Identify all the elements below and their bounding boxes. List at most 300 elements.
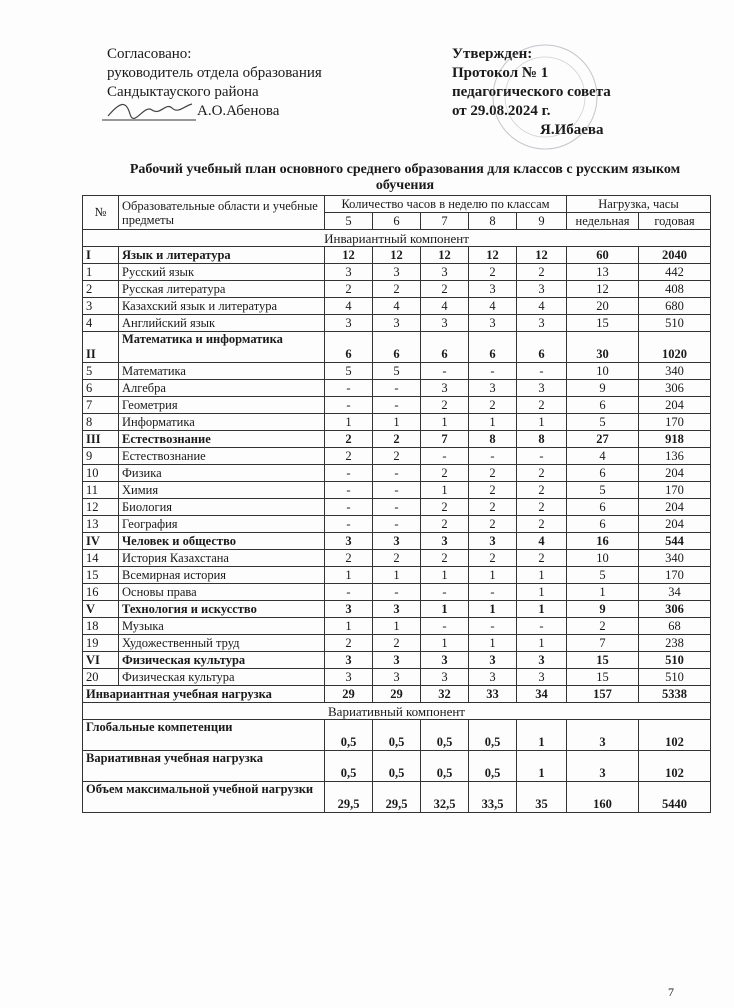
weekly-load: 5 (567, 414, 639, 431)
grade-hours: 0,5 (325, 751, 373, 782)
grade-hours: 1 (469, 567, 517, 584)
subject-row (83, 448, 711, 465)
yearly-load: 170 (639, 414, 711, 431)
grade-hours: 2 (373, 281, 421, 298)
grade-hours: 2 (469, 465, 517, 482)
grade-hours: 2 (421, 397, 469, 414)
subject-name: Русская литература (119, 281, 325, 298)
weekly-load: 15 (567, 315, 639, 332)
weekly-load: 3 (567, 751, 639, 782)
grade-hours: 2 (517, 397, 567, 414)
grade-hours: - (469, 618, 517, 635)
round-stamp (480, 40, 610, 155)
header-subject: Образовательные области и учебные предметы (119, 196, 325, 230)
grade-hours: - (325, 482, 373, 499)
grade-hours: - (469, 584, 517, 601)
subject-row (83, 264, 711, 281)
subject-row (83, 281, 711, 298)
weekly-load: 6 (567, 397, 639, 414)
grade-hours: 3 (373, 533, 421, 550)
subject-row (83, 635, 711, 652)
yearly-load: 510 (639, 652, 711, 669)
grade-hours: 1 (517, 584, 567, 601)
grade-hours: 1 (517, 751, 567, 782)
agreed-district: Сандыктауского района (107, 84, 259, 100)
weekly-load: 2 (567, 618, 639, 635)
grade-hours: 12 (517, 247, 567, 264)
row-number: 18 (83, 618, 119, 635)
grade-hours: - (373, 499, 421, 516)
grade-header: 8 (469, 213, 517, 230)
subject-name: Музыка (119, 618, 325, 635)
section-row (83, 247, 711, 264)
section-row (83, 332, 711, 363)
grade-hours: 2 (325, 431, 373, 448)
grade-hours: 3 (421, 380, 469, 397)
yearly-load: 170 (639, 482, 711, 499)
yearly-load: 170 (639, 567, 711, 584)
grade-hours: 2 (325, 448, 373, 465)
grade-hours: 1 (517, 567, 567, 584)
grade-hours: 2 (421, 281, 469, 298)
grade-hours: 1 (325, 567, 373, 584)
yearly-load: 1020 (639, 332, 711, 363)
grade-hours: 33 (469, 686, 517, 703)
grade-hours: - (325, 465, 373, 482)
grade-hours: 7 (421, 431, 469, 448)
yearly-load: 102 (639, 720, 711, 751)
grade-hours: 3 (325, 533, 373, 550)
grade-hours: 3 (421, 652, 469, 669)
grade-hours: 2 (421, 465, 469, 482)
row-number: 5 (83, 363, 119, 380)
council-name: педагогического совета (452, 84, 611, 100)
yearly-load: 340 (639, 550, 711, 567)
header-no: № (83, 196, 119, 230)
subject-row (83, 669, 711, 686)
header-hours: Количество часов в неделю по классам (325, 196, 567, 213)
invariant-load-label: Инвариантная учебная нагрузка (83, 686, 325, 703)
subject-name: Геометрия (119, 397, 325, 414)
grade-hours: 3 (325, 264, 373, 281)
variative-section-row (83, 703, 711, 720)
variative-section-title: Вариативный компонент (83, 703, 711, 720)
subject-name: Физическая культура (119, 669, 325, 686)
subject-name: Английский язык (119, 315, 325, 332)
grade-hours: 12 (325, 247, 373, 264)
subject-name: Русский язык (119, 264, 325, 281)
subject-name: Естествознание (119, 431, 325, 448)
grade-hours: 6 (517, 332, 567, 363)
grade-hours: 2 (421, 516, 469, 533)
row-number: 20 (83, 669, 119, 686)
yearly-load: 5440 (639, 782, 711, 813)
row-number: 12 (83, 499, 119, 516)
grade-hours: 3 (373, 315, 421, 332)
subject-row (83, 465, 711, 482)
grade-hours: 8 (469, 431, 517, 448)
subject-name: Алгебра (119, 380, 325, 397)
grade-hours: 1 (373, 567, 421, 584)
grade-hours: 3 (517, 281, 567, 298)
grade-hours: 3 (469, 315, 517, 332)
row-number: 16 (83, 584, 119, 601)
grade-hours: 0,5 (469, 751, 517, 782)
grade-hours: 29,5 (373, 782, 421, 813)
grade-hours: 12 (469, 247, 517, 264)
grade-hours: - (469, 448, 517, 465)
yearly-load: 680 (639, 298, 711, 315)
row-number: I (83, 247, 119, 264)
grade-hours: 0,5 (373, 751, 421, 782)
grade-hours: 2 (517, 550, 567, 567)
weekly-load: 60 (567, 247, 639, 264)
grade-hours: 12 (421, 247, 469, 264)
weekly-load: 10 (567, 550, 639, 567)
subject-name: Физическая культура (119, 652, 325, 669)
page-number: 7 (668, 985, 674, 999)
yearly-load: 306 (639, 380, 711, 397)
grade-hours: 6 (373, 332, 421, 363)
subject-name: Казахский язык и литература (119, 298, 325, 315)
grade-hours: 29,5 (325, 782, 373, 813)
weekly-load: 13 (567, 264, 639, 281)
grade-hours: 4 (517, 533, 567, 550)
grade-hours: 3 (325, 315, 373, 332)
grade-hours: 1 (325, 414, 373, 431)
grade-hours: 4 (373, 298, 421, 315)
grade-hours: 5 (373, 363, 421, 380)
grade-hours: 1 (517, 635, 567, 652)
grade-hours: - (517, 448, 567, 465)
weekly-header: недельная (567, 213, 639, 230)
weekly-load: 15 (567, 652, 639, 669)
grade-hours: 3 (469, 669, 517, 686)
weekly-load: 4 (567, 448, 639, 465)
weekly-load: 157 (567, 686, 639, 703)
grade-hours: 0,5 (421, 751, 469, 782)
subject-name: География (119, 516, 325, 533)
grade-hours: - (421, 363, 469, 380)
row-number: 9 (83, 448, 119, 465)
weekly-load: 6 (567, 499, 639, 516)
weekly-load: 20 (567, 298, 639, 315)
subject-row (83, 414, 711, 431)
row-number: V (83, 601, 119, 618)
grade-hours: 3 (421, 264, 469, 281)
weekly-load: 6 (567, 516, 639, 533)
grade-hours: 3 (325, 601, 373, 618)
grade-hours: 35 (517, 782, 567, 813)
row-number: 19 (83, 635, 119, 652)
subject-name: Информатика (119, 414, 325, 431)
grade-hours: 2 (325, 635, 373, 652)
grade-hours: 3 (421, 533, 469, 550)
grade-hours: - (325, 397, 373, 414)
grade-hours: 3 (517, 652, 567, 669)
grade-hours: 3 (373, 264, 421, 281)
grade-hours: 3 (373, 601, 421, 618)
yearly-load: 102 (639, 751, 711, 782)
row-number: 15 (83, 567, 119, 584)
summary-row (83, 751, 711, 782)
yearly-load: 2040 (639, 247, 711, 264)
grade-hours: 1 (373, 618, 421, 635)
protocol-number: Протокол № 1 (452, 65, 549, 81)
subject-row (83, 618, 711, 635)
subject-name: Всемирная история (119, 567, 325, 584)
yearly-load: 510 (639, 669, 711, 686)
yearly-load: 5338 (639, 686, 711, 703)
row-number: 14 (83, 550, 119, 567)
grade-hours: 12 (373, 247, 421, 264)
section-row (83, 431, 711, 448)
grade-hours: 1 (421, 414, 469, 431)
weekly-load: 12 (567, 281, 639, 298)
grade-hours: 0,5 (421, 720, 469, 751)
grade-header: 7 (421, 213, 469, 230)
grade-hours: 1 (421, 635, 469, 652)
grade-hours: 1 (421, 482, 469, 499)
row-number: 13 (83, 516, 119, 533)
grade-hours: 5 (325, 363, 373, 380)
weekly-load: 5 (567, 567, 639, 584)
subject-name: Язык и литература (119, 247, 325, 264)
grade-header: 5 (325, 213, 373, 230)
yearly-load: 68 (639, 618, 711, 635)
yearly-load: 306 (639, 601, 711, 618)
grade-hours: 2 (517, 499, 567, 516)
grade-hours: 32,5 (421, 782, 469, 813)
grade-hours: 1 (421, 601, 469, 618)
grade-hours: 2 (517, 482, 567, 499)
grade-hours: 2 (421, 550, 469, 567)
grade-header: 9 (517, 213, 567, 230)
yearly-load: 238 (639, 635, 711, 652)
weekly-load: 27 (567, 431, 639, 448)
section-row (83, 652, 711, 669)
grade-hours: - (373, 397, 421, 414)
grade-hours: 2 (469, 516, 517, 533)
grade-hours: 2 (517, 465, 567, 482)
approver-name: Я.Ибаева (540, 122, 604, 138)
grade-hours: 2 (469, 550, 517, 567)
row-number: 2 (83, 281, 119, 298)
row-number: 11 (83, 482, 119, 499)
subject-name: Основы права (119, 584, 325, 601)
invariant-section-title: Инвариантный компонент (83, 230, 711, 247)
grade-hours: 3 (469, 281, 517, 298)
weekly-load: 160 (567, 782, 639, 813)
grade-hours: 3 (421, 669, 469, 686)
yearly-load: 204 (639, 465, 711, 482)
grade-hours: 1 (469, 414, 517, 431)
curriculum-table (82, 195, 711, 813)
grade-hours: - (421, 584, 469, 601)
grade-hours: - (325, 499, 373, 516)
subject-row (83, 380, 711, 397)
grade-hours: 1 (421, 567, 469, 584)
row-number: 7 (83, 397, 119, 414)
grade-hours: 3 (421, 315, 469, 332)
subject-name: Математика и информатика (119, 332, 325, 363)
row-number: 10 (83, 465, 119, 482)
subject-name: Математика (119, 363, 325, 380)
grade-hours: 34 (517, 686, 567, 703)
row-number: IV (83, 533, 119, 550)
weekly-load: 5 (567, 482, 639, 499)
agreed-position: руководитель отдела образования (107, 65, 322, 81)
grade-hours: 6 (469, 332, 517, 363)
weekly-load: 10 (567, 363, 639, 380)
weekly-load: 30 (567, 332, 639, 363)
agreed-label: Согласовано: (107, 46, 192, 62)
grade-hours: - (421, 618, 469, 635)
yearly-load: 204 (639, 397, 711, 414)
subject-row (83, 397, 711, 414)
grade-hours: 3 (469, 533, 517, 550)
summary-label: Вариативная учебная нагрузка (83, 751, 325, 782)
grade-hours: - (373, 465, 421, 482)
grade-hours: 3 (325, 669, 373, 686)
row-number: 1 (83, 264, 119, 281)
grade-hours: - (517, 618, 567, 635)
weekly-load: 9 (567, 380, 639, 397)
grade-hours: 2 (373, 550, 421, 567)
grade-hours: - (373, 380, 421, 397)
subject-row (83, 567, 711, 584)
yearly-load: 918 (639, 431, 711, 448)
grade-hours: 2 (469, 499, 517, 516)
grade-hours: 2 (517, 516, 567, 533)
subject-name: Естествознание (119, 448, 325, 465)
summary-row (83, 720, 711, 751)
yearly-load: 340 (639, 363, 711, 380)
invariant-load-row (83, 686, 711, 703)
grade-hours: 29 (325, 686, 373, 703)
summary-row (83, 782, 711, 813)
yearly-header: годовая (639, 213, 711, 230)
subject-row (83, 584, 711, 601)
row-number: 8 (83, 414, 119, 431)
row-number: II (83, 332, 119, 363)
grade-hours: 2 (373, 431, 421, 448)
grade-hours: 1 (373, 414, 421, 431)
subject-row (83, 298, 711, 315)
grade-hours: 2 (325, 550, 373, 567)
subject-row (83, 363, 711, 380)
yearly-load: 136 (639, 448, 711, 465)
subject-name: История Казахстана (119, 550, 325, 567)
row-number: 4 (83, 315, 119, 332)
subject-row (83, 516, 711, 533)
grade-hours: - (373, 516, 421, 533)
yearly-load: 544 (639, 533, 711, 550)
grade-hours: - (325, 584, 373, 601)
summary-label: Объем максимальной учебной нагрузки (83, 782, 325, 813)
grade-hours: - (325, 380, 373, 397)
grade-hours: 1 (517, 414, 567, 431)
subject-name: Человек и общество (119, 533, 325, 550)
signature-left (100, 96, 200, 126)
grade-hours: 2 (373, 635, 421, 652)
yearly-load: 204 (639, 516, 711, 533)
subject-name: Биология (119, 499, 325, 516)
subject-name: Художественный труд (119, 635, 325, 652)
grade-hours: 2 (469, 264, 517, 281)
summary-label: Глобальные компетенции (83, 720, 325, 751)
grade-hours: 33,5 (469, 782, 517, 813)
grade-hours: 1 (517, 720, 567, 751)
subject-name: Химия (119, 482, 325, 499)
grade-hours: 4 (325, 298, 373, 315)
grade-hours: 1 (517, 601, 567, 618)
weekly-load: 3 (567, 720, 639, 751)
yearly-load: 510 (639, 315, 711, 332)
row-number: 3 (83, 298, 119, 315)
row-number: 6 (83, 380, 119, 397)
grade-hours: 2 (469, 397, 517, 414)
subject-name: Физика (119, 465, 325, 482)
weekly-load: 9 (567, 601, 639, 618)
grade-hours: - (325, 516, 373, 533)
approved-label: Утвержден: (452, 46, 533, 62)
weekly-load: 1 (567, 584, 639, 601)
council-date: от 29.08.2024 г. (452, 103, 551, 119)
grade-hours: 4 (517, 298, 567, 315)
grade-hours: 8 (517, 431, 567, 448)
grade-hours: 3 (373, 652, 421, 669)
yearly-load: 34 (639, 584, 711, 601)
grade-hours: 0,5 (373, 720, 421, 751)
grade-hours: 3 (325, 652, 373, 669)
grade-hours: 2 (421, 499, 469, 516)
grade-hours: 6 (325, 332, 373, 363)
subject-row (83, 315, 711, 332)
grade-hours: 0,5 (325, 720, 373, 751)
section-row (83, 601, 711, 618)
grade-hours: 2 (373, 448, 421, 465)
grade-hours: 32 (421, 686, 469, 703)
grade-hours: - (373, 584, 421, 601)
grade-hours: 4 (421, 298, 469, 315)
weekly-load: 7 (567, 635, 639, 652)
row-number: III (83, 431, 119, 448)
grade-hours: 1 (469, 601, 517, 618)
grade-hours: 3 (517, 669, 567, 686)
grade-header: 6 (373, 213, 421, 230)
grade-hours: 0,5 (469, 720, 517, 751)
weekly-load: 16 (567, 533, 639, 550)
row-number: VI (83, 652, 119, 669)
subject-row (83, 482, 711, 499)
subject-row (83, 499, 711, 516)
yearly-load: 442 (639, 264, 711, 281)
grade-hours: 2 (325, 281, 373, 298)
yearly-load: 204 (639, 499, 711, 516)
weekly-load: 6 (567, 465, 639, 482)
document-title: Рабочий учебный план основного среднего образования для классов с русским языком обучения (129, 162, 681, 193)
subject-name: Технология и искусство (119, 601, 325, 618)
grade-hours: - (421, 448, 469, 465)
yearly-load: 408 (639, 281, 711, 298)
agreed-name: А.О.Абенова (197, 103, 280, 119)
grade-hours: 3 (517, 315, 567, 332)
grade-hours: 2 (517, 264, 567, 281)
grade-hours: - (469, 363, 517, 380)
grade-hours: 3 (373, 669, 421, 686)
grade-hours: 4 (469, 298, 517, 315)
